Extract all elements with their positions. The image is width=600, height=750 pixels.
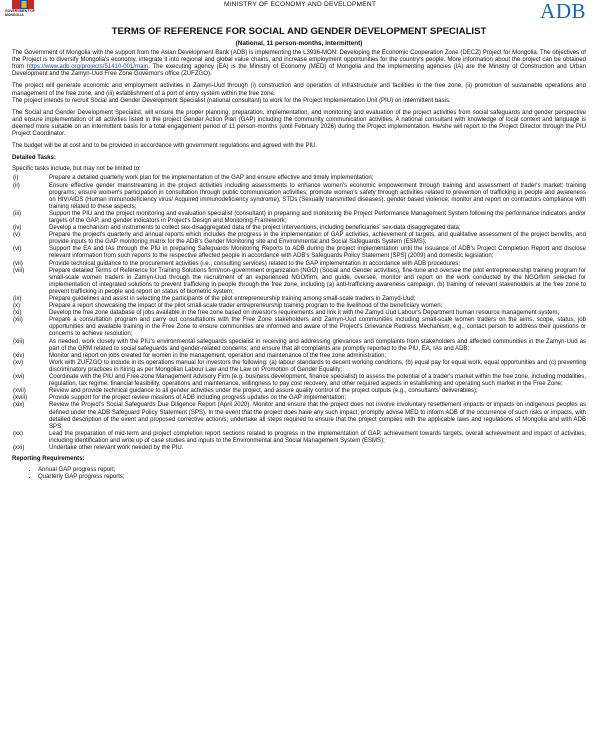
task-number: (xii) [13, 317, 23, 324]
task-number: (v) [13, 232, 21, 239]
detailed-tasks-heading: Detailed Tasks: [12, 155, 56, 162]
task-number: (ii) [13, 182, 20, 189]
task-number: (iv) [13, 225, 22, 232]
components-paragraph: The project will generate economic and employment activities in Zamyn-Uud through (i) construction and operation of infrastructure and facilities in the free zone, (ii) promotion of sustainable operations and management of the free zone, and (iii) establishment of a port of entry system within the free zone. [12, 83, 586, 97]
task-item [12, 183, 586, 211]
task-item [12, 388, 586, 395]
task-item [12, 225, 586, 232]
task-number: (vii) [13, 260, 23, 267]
task-item [12, 353, 586, 360]
task-item [12, 431, 586, 445]
role-paragraph: The Social and Gender Development Specialist, will ensure the proper planning, preparation, implementation, and monitoring and evaluation of the project activities from social safeguards and gender perspective and ensure implementation of all activities listed in the project Gender Action Plan (GAP) including the community communication activities. A national consultant with knowledge of local context and language is deemed more suitable on an intermittent basis for a total engagement period of 11 person-months (until February 2026) during the Project implementation. He/she will report to the Project Director through the PIU Project Coordinator. [12, 109, 586, 138]
task-number: (xiii) [13, 338, 25, 345]
task-text: Undertake other relevant work needed by the PIU. [49, 444, 184, 451]
task-text: Prepare detailed Terms of Reference for Training Solutions firm/non-government organization (NGO) (Social and Gender activities), fine-tune and oversee the pilot entrepreneurship training program for small-scale women traders in Zamyn-Uud through the recruitment of an experienced NGO/firm, and guide, oversee, monitor and report on the work conducted by the NGO/firm selected for implementation of integrated solutions to prevent trafficking in people through the free zone, including (a) anti-trafficking awareness campaign, (b) training of relevant stakeholders at the free zone to prevent trafficking in people and report on status of biometric system; [49, 267, 586, 295]
task-number: (ix) [13, 296, 22, 302]
letterhead [0, 0, 600, 22]
task-number: (xi) [13, 310, 22, 317]
task-text: Prepare the project's quarterly and annual reports which includes the progress in the implementation of GAP activities, achievement of targets, and qualitative assessment of the project benefits, and provide inputs to the GAP monitoring matrix for the ADB's Gender Monitoring site and Environmental and Social Safeguards System (ESMS); [49, 232, 586, 246]
task-number: (i) [13, 175, 19, 182]
adb-logo: ADB [540, 0, 586, 23]
task-text: Prepare a detailed quarterly work plan for the implementation of the GAP and ensure effective and timely implementation; [49, 175, 374, 182]
report-item: • Quarterly GAP progress reports; [38, 474, 586, 481]
seal-caption [5, 10, 45, 18]
task-text: Coordinate with the PIU and Free-zone Management Advisory Firm (e.g. business development, finance specialist) to assess the potential of a trader's market within the free zone, including modalities, regulation, tax regime, financial feasibility, operations and maintenance, willingness to pay cost recovery, and other required aspects in establishing and operating such market in the Free Zone; [49, 374, 586, 388]
seal-caption-line: MONGOLIA [5, 12, 24, 17]
document-body [12, 26, 586, 481]
project-link[interactable]: https://www.adb.org/projects/51410-001/main [26, 64, 149, 71]
task-number: (xv) [13, 359, 24, 366]
task-text: Develop a mechanism and instruments to collect sex-disaggregated data of the project interventions, including beneficiaries' sex-data disaggregated data; [49, 225, 461, 232]
report-item: • Annual GAP progress report; [38, 467, 586, 474]
seal-caption-line: GOVERNMENT OF [5, 9, 35, 13]
task-text: Support the PIU and the project monitoring and evaluation specialist (consultant) in preparing and monitoring the Project Performance Management System following the performance indicators and/or targets of the GAP, and gender indicators in Project's Design and Monitoring Framework; [49, 210, 586, 224]
task-text: Support the EA and IAs through the PIU in preparing Safeguards Monitoring Reports to ADB during the project implementation until the issuance of ADB's Project Completion Report and disclose relevant information from such reports to the respective affected people in accordance with ADB's Safeguards Policy Statement [SPS] (2009) and domestic legislation; [49, 246, 586, 260]
task-text: As needed, work closely with the PIU's environmental safeguards specialist in receiving and addressing grievances and complaints from stakeholders and affected communities in the Zamyn-Uud as part of the GRM related to social safeguards and gender-related concerns; and ensure that all complaints are promptly reported to the PIU, EA, IAs and ADB; [49, 338, 586, 352]
task-text: Provide technical guidance to the procurement activities (i.e., consulting services) related to the GAP implementation in accordance with ADB procedures; [49, 260, 460, 267]
task-number: (xiv) [13, 352, 25, 359]
task-text: Review and provide technical guidance to all gender activities under the project, and assure quality control of the project outputs (e.g., consultants' deliverables); [49, 388, 478, 395]
task-number: (xxi) [13, 444, 25, 451]
reporting-heading: Reporting Requirements: [12, 456, 85, 463]
task-number: (xvi) [13, 374, 25, 381]
task-text: Provide support for the project review missions of ADB including progress updates on the GAP implementation; [49, 395, 347, 402]
task-item [12, 317, 586, 338]
task-text: Develop the free zone database of jobs available in the free zone based on investor's requirements and link it with the Zamyd Uud Labour's Department human resource management system; [49, 310, 560, 317]
task-number: (vi) [13, 246, 22, 253]
task-item [12, 232, 586, 246]
task-number: (xx) [13, 430, 24, 437]
task-item [12, 175, 586, 182]
task-item [12, 374, 586, 388]
task-text: Prepare guidelines and assist in selecting the participants of the pilot entrepreneurship training among small-scale traders in Zamyd-Uud; [49, 296, 416, 302]
task-number: (xix) [13, 402, 25, 409]
task-text: Prepare a report showcasing the impact of the pilot small-scale trader entrepreneurship training program to the livelihood of the beneficiary women; [49, 303, 443, 310]
task-list [12, 175, 586, 452]
task-item [12, 303, 586, 310]
task-text: Ensure effective gender mainstreaming in the project activities including assessments to enhance women's economic empowerment through training and assessment of trader's market; training programs; ensure women's participation in consultation through public communication activities; promote women's safety through activities related to prevention of trafficking in people and awareness on HIV/AIDS (Human immunodeficiency virus/ Acquired immunodeficiency syndrome), STDs (Sexually transmitted diseases), gender based violence; monitor and report on contractors compliance with training related to these aspects; [49, 182, 586, 210]
recruitment-paragraph: The project intends to recruit Social and Gender Development Specialist (national consultant) to work for the Project Implementation Unit (PIU) on intermittent basis. [12, 97, 451, 104]
task-item [12, 445, 586, 452]
intro-paragraph [12, 50, 586, 78]
task-item [12, 360, 586, 374]
document-title: TERMS OF REFERENCE FOR SOCIAL AND GENDER DEVELOPMENT SPECIALIST [111, 26, 487, 37]
task-item [12, 246, 586, 260]
task-item [12, 402, 586, 430]
ministry-name: MINISTRY OF ECONOMY AND DEVELOPMENT [223, 1, 377, 8]
reporting-list [12, 467, 586, 481]
task-number: (xvii) [13, 388, 26, 395]
intro-text: . The executing agency (EA) is the Ministry of Economy (MED) of Mongolia and the implementing agencies (IA) are the Ministry of Construction and Urban Development and the Zamyn-Uud Free Zone Governor's office (ZUFZGO). [12, 64, 586, 78]
task-item [12, 395, 586, 402]
task-item [12, 339, 586, 353]
task-item [12, 296, 586, 303]
budget-paragraph: The budget will be at cost and to be provided in accordance with government regulations and agreed with the PIU. [12, 143, 318, 150]
task-text: Monitor and report on jobs created for women in the management, operation and maintenance of the free zone administration; [49, 352, 387, 359]
task-number: (iii) [13, 210, 22, 217]
task-number: (xviii) [13, 395, 28, 402]
task-number: (x) [13, 303, 21, 310]
task-item [12, 211, 586, 225]
task-item [12, 268, 586, 296]
task-text: Prepare a consultation program and carry out consultations with the Free Zone stakeholders and Zamyn-Uud communities including small-scale women traders on the aims, scope, status, job opportunities and available training in the Free Zone to ensure communities are informed and aware of the Project's Grievance Redress Mechanism, e.g., contact person to address their questions or concerns to achieve resolution; [49, 317, 586, 338]
intro-text: The Government of Mongolia with the support from the Asian Development Bank (ADB) is implementing the L3936-MON: Developing the Economic Cooperation Zone (DECZ) Project for Mongolia. The objectives of the Project is to diversify Mongolia's economy, integrate it into regional and global value chains, and increase employment opportunities for the country's people. More information about the project can be obtained from [12, 50, 586, 71]
task-item [12, 261, 586, 268]
task-text: Work with ZUFZGO to include in its operations manual for investors the following: (a) labour standards to decent working conditions, (b) equal pay for equal work, equal opportunities and (c) preventing discriminatory practices in hiring as per Mongolian Labour Law and the Law on Promotion of Gender Equality; [49, 359, 586, 373]
document-subtitle: (National, 11 person-months, intermittent) [235, 40, 363, 47]
task-text: Review the Project's Social Safeguards Due Diligence Report (April 2020). Monitor and ensure that the project does not involve involuntary resettlement impacts or impacts on indigenous peoples as defined under the ADB Safeguard Policy Statement (SPS). In the event that the project does have any such impact; promptly advise MED to inform ADB of the occurrence of such risks or impacts, with detailed description of the event and proposed corrective action/s; undertake all steps required to ensure that the project complies with the applicable laws and regulations of Mongolia and with ADB SPS; [49, 402, 586, 430]
tasks-lead: Specific tasks include, but may not be limited to: [12, 166, 141, 173]
task-item [12, 310, 586, 317]
task-text: Lead the preparation of mid-term and project completion report sections related to progress in the implementation of GAP, achievement towards targets, overall achievement and impact of activities, including identification and write up of case studies and inputs to the Environmental and Social Management System (ESMS); [49, 430, 586, 444]
task-number: (viii) [13, 267, 25, 274]
